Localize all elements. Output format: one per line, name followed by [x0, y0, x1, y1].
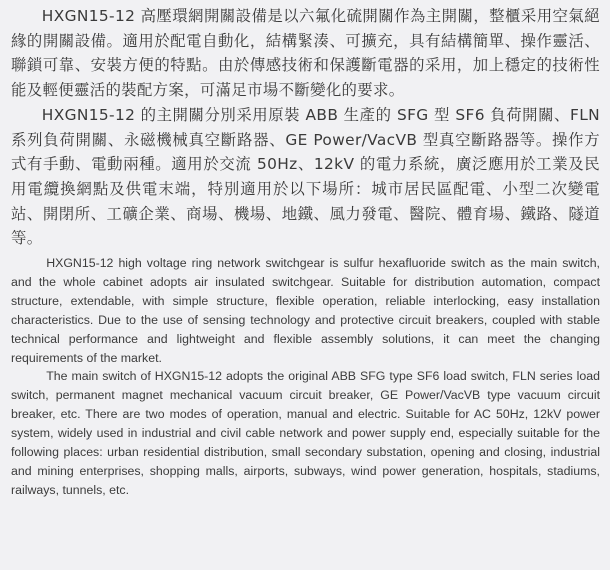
paragraph-en-main-switch: The main switch of HXGN15-12 adopts the original ABB SFG type SF6 load switch, FLN series load switch, permanent magnet mechanical vacuum circuit breaker, GE Power/VacVB type vacuum circuit breaker, etc. There are two modes of operation, manual and electric. Suitable for AC 50Hz, 12kV power system, widely used in industrial and civil cable network and power supply end, especially suitable for the following places: urban residential distribution, small secondary substation, opening and closing, industrial and mining enterprises, shopping malls, airports, subways, wind power generation, hospitals, stadiums, railways, tunnels, etc. [11, 369, 600, 497]
paragraph-en-intro: HXGN15-12 high voltage ring network switchgear is sulfur hexafluoride switch as the main switch, and the whole cabinet adopts air insulated switchgear. Suitable for distribution automation, compact structure, extendable, with simple structure, flexible operation, reliable interlocking, easy installation characteristics. Due to the use of sensing technology and protective circuit breakers, coupled with stable technical performance and lightweight and flexible assembly solutions, it can meet the changing requirements of the market. [11, 256, 600, 365]
paragraph-zh-main-switch: HXGN15-12 的主開關分別采用原裝 ABB 生產的 SFG 型 SF6 負荷開關、FLN 系列負荷開關、永磁機械真空斷路器、GE Power/VacVB 型真空斷路器等。操作方式有手動、電動兩種。適用於交流 50Hz、12kV 的電力系統，廣泛應用於工業及民用電纜換網點及供電末端，特別適用於以下場所：城市居民區配電、小型二次變電站、開閉所、工礦企業、商場、機場、地鐵、風力發電、醫院、體育場、鐵路、隧道等。 [11, 105, 600, 248]
paragraph-zh-intro: HXGN15-12 高壓環網開關設備是以六氟化硫開關作為主開關，整櫃采用空氣絕緣的開關設備。適用於配電自動化，結構緊湊、可擴充，具有結構簡單、操作靈活、聯鎖可靠、安裝方便的特點。由於傳感技術和保護斷電器的采用，加上穩定的技術性能及輕便靈活的裝配方案，可滿足市場不斷變化的要求。 [11, 7, 600, 100]
